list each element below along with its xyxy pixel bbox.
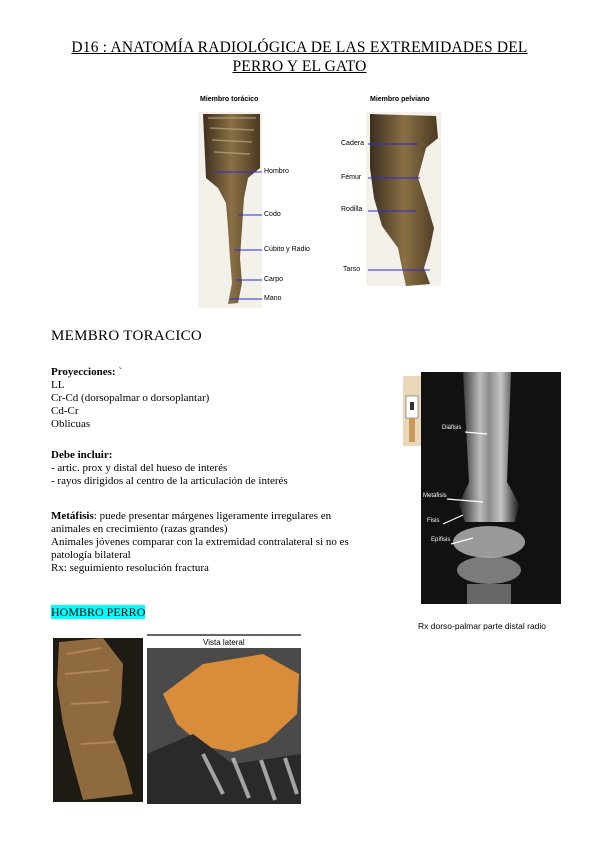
label-tarso: Tarso [343,266,361,273]
title-line-1: D16 : ANATOMÍA RADIOLÓGICA DE LAS EXTREMIDADES DEL [71,39,528,56]
proyecciones-block [51,366,351,431]
debe-incluir-label: Debe incluir: [51,449,113,461]
label-hombro: Hombro [264,168,289,175]
xray-label-diafisis: Diáfisis [442,425,462,431]
proyecciones-suffix: ` [115,366,122,378]
label-cadera: Cadera [341,140,364,147]
proyeccion-item: Cr-Cd (dorsopalmar o dorsoplantar) [51,392,210,404]
limb-skeleton-illustration [198,108,448,308]
label-codo: Codo [264,211,281,218]
label-carpo: Carpo [264,276,284,283]
proyeccion-item: Oblicuas [51,418,91,430]
page-title [40,38,559,76]
metafisis-line: Rx: seguimiento resolución fractura [51,562,209,574]
metafisis-text: : puede presentar márgenes ligeramente irregulares en [93,510,332,522]
title-line-2: PERRO Y EL GATO [232,58,367,75]
shoulder-image [53,634,301,804]
xray-caption: Rx dorso-palmar parte distal radio [418,621,547,631]
metafisis-line: patología bilateral [51,549,131,561]
metafisis-line: Animales jóvenes comparar con la extremidad contralateral si no es [51,536,349,548]
proyecciones-label: Proyecciones: [51,366,116,378]
hombro-perro-heading [51,606,145,619]
metafisis-line: animales en crecimiento (razas grandes) [51,523,228,535]
proyeccion-item: LL [51,379,65,391]
section-heading-membro-toracico: MEMBRO TORACICO [51,328,203,344]
limb-anatomy-figure [198,96,448,311]
debe-incluir-item: - artic. prox y distal del hueso de interés [51,462,228,474]
hombro-perro-text: HOMBRO PERRO [51,605,146,619]
xray-image [403,372,561,604]
shoulder-figure [53,634,301,804]
thoracic-limb-label: Miembro torácico [200,96,259,103]
label-cubito-radio: Cúbito y Radio [264,246,310,253]
xray-label-metafisis: Metáfisis [423,493,447,499]
pelvic-limb-label: Miembro pelviano [370,96,430,103]
label-rodilla: Rodilla [341,206,363,213]
metafisis-block [51,510,391,575]
xray-label-fisis: Fisis [427,518,440,524]
metafisis-label: Metáfisis [51,510,94,522]
xray-label-epifisis: Epífisis [431,537,451,543]
vista-lateral-label: Vista lateral [203,638,245,647]
proyeccion-item: Cd-Cr [51,405,79,417]
debe-incluir-item: - rayos dirigidos al centro de la articulación de interés [51,475,288,487]
xray-figure [403,372,561,604]
label-femur: Fémur [341,174,362,181]
debe-incluir-block [51,449,371,488]
label-mano: Mano [264,295,282,302]
